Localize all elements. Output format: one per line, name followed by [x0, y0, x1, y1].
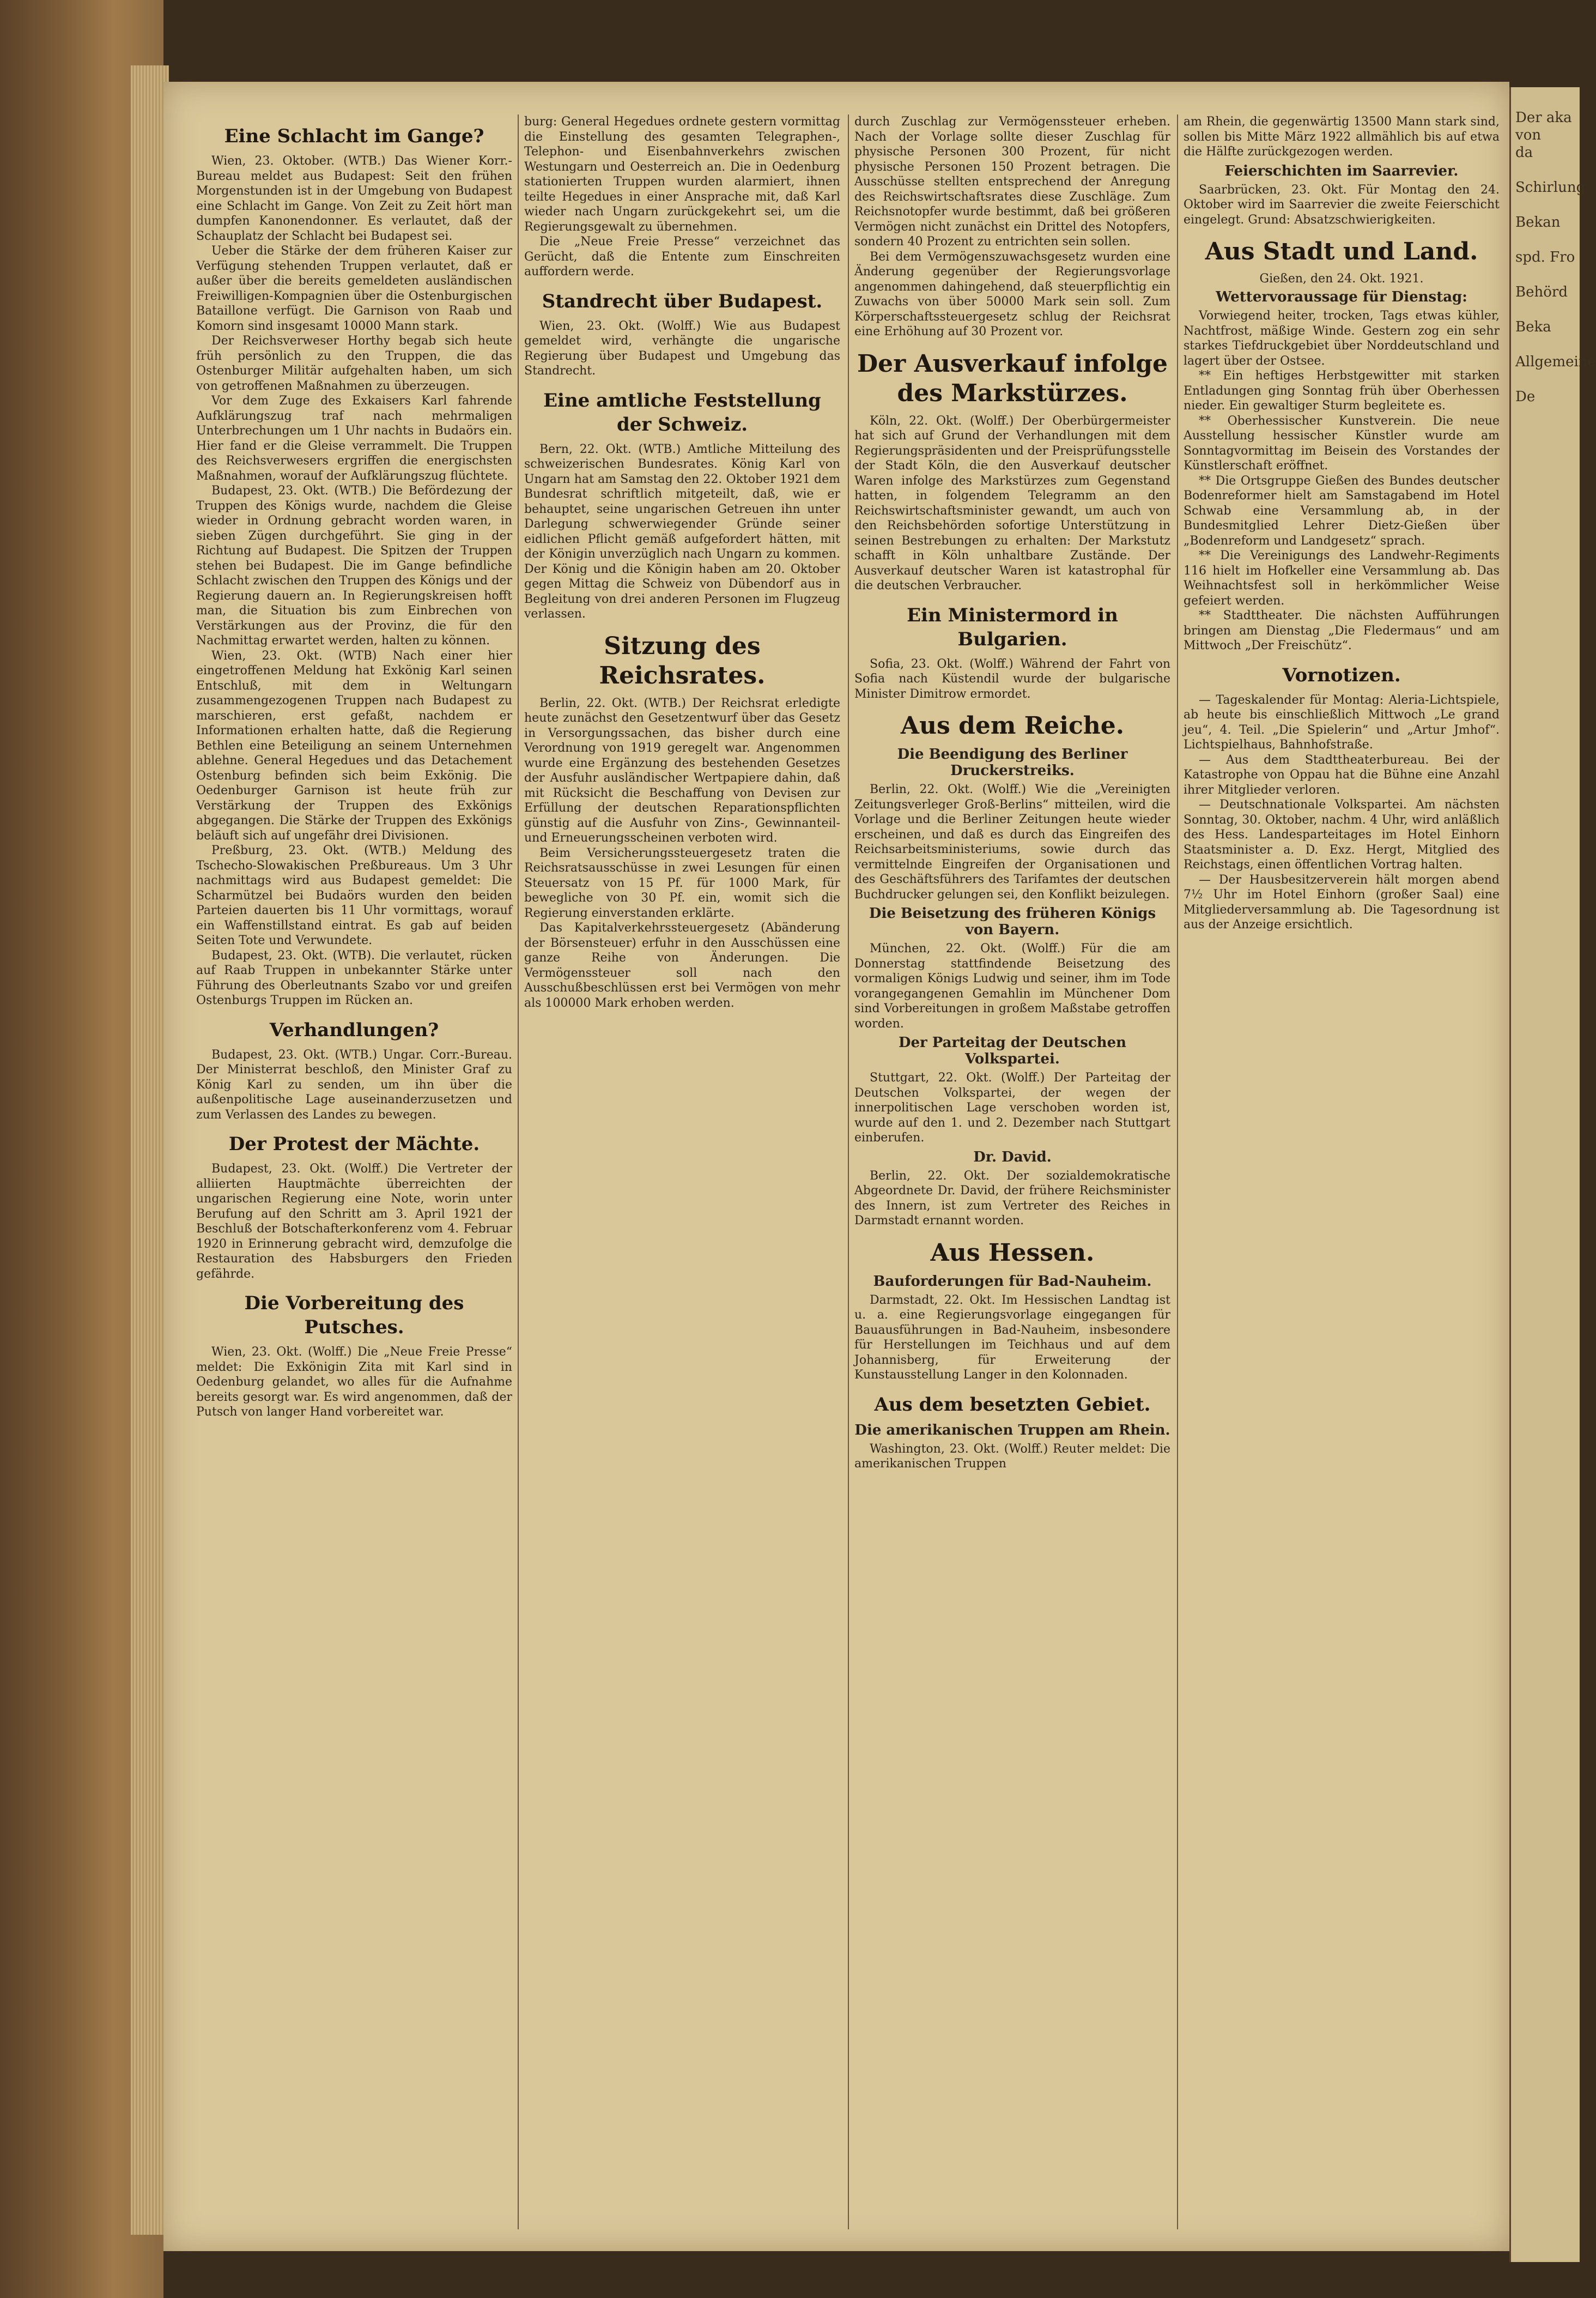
headline-aus-hessen: Aus Hessen.	[930, 1238, 1095, 1267]
article-paragraph: burg: General Hegedues ordnete gestern vormittag die Einstellung des gesamten Telegraphen-, Telephon- und Eisenbahnverkehrs zwischen Westungarn und Oesterreich an. Die in Oedenburg stationierten Truppen wurden alarmiert, ihnen teilte Hegedues in einer Ansprache mit, daß Karl wieder nach Ungarn zurückgekehrt sei, um die Regierungsgewalt zu übernehmen.	[524, 115, 840, 234]
article-paragraph: Ueber die Stärke der dem früheren Kaiser zur Verfügung stehenden Truppen verlautet, daß er außer über die bereits gemeldeten ausländischen Freiwilligen-Kompagnien über die Ostenburgischen Bataillone verfügt. Die Garnison von Raab und Komorn sind insgesamt 10000 Mann stark.	[196, 244, 512, 333]
article-paragraph: Bern, 22. Okt. (WTB.) Amtliche Mitteilung des schweizerischen Bundesrates. König Karl von Ungarn hat am Samstag den 22. Oktober 1921 dem Bundesrat schriftlich mitgeteilt, daß, wie er behauptet, seine ungarischen Getreuen ihn unter Darlegung schwerwiegender Gründe seiner eidlichen Pflicht gemäß aufgefordert hätten, mit der Königin unverzüglich nach Ungarn zu kommen. Der König und die Königin haben am 20. Oktober gegen Mittag die Schweiz von Dübendorf aus in Begleitung von drei anderen Personen im Flugzeug verlassen.	[524, 442, 840, 621]
article-paragraph: Wien, 23. Okt. (Wolff.) Die „Neue Freie Presse“ meldet: Die Exkönigin Zita mit Karl sind in Oedenburg gelandet, wo alles für die Aufnahme bereits gesorgt war. Es wird angenommen, daß der Putsch von langer Hand vorbereitet war.	[196, 1345, 512, 1419]
column-divider	[848, 114, 849, 2229]
article-paragraph: Darmstadt, 22. Okt. Im Hessischen Landtag ist u. a. eine Regierungsvorlage eingegangen für Bauausführungen in Bad-Nauheim, insbesondere für Herstellungen im Teichhaus und auf dem Johannisberg, für Erweiterung der Kunstausstellung Langer in den Kolonnaden.	[854, 1293, 1170, 1382]
newspaper-page	[163, 82, 1509, 2251]
headline-besetzten-gebiet: Aus dem besetzten Gebiet.	[874, 1393, 1151, 1416]
article-paragraph: Budapest, 23. Okt. (WTB.) Ungar. Corr.-Bureau. Der Ministerrat beschloß, den Minister Graf zu König Karl zu senden, um ihn über die außenpolitische Lage auseinanderzusetzen und zum Verlassen des Landes zu bewegen.	[196, 1048, 512, 1122]
column-2	[524, 114, 840, 2240]
headline-aus-dem-reiche: Aus dem Reiche.	[900, 712, 1125, 740]
article-paragraph: ** Die Vereinigungs des Landwehr-Regiments 116 hielt im Hofkeller eine Versammlung ab. Das Weihnachtsfest soll in herkömmlicher Weise gefeiert werden.	[1184, 549, 1500, 608]
article-paragraph: Wien, 23. Oktober. (WTB.) Das Wiener Korr.-Bureau meldet aus Budapest: Seit den frühen Morgenstunden ist in der Umgebung von Budapest eine Schlacht im Gange. Von Zeit zu Zeit hört man dumpfen Kanonendonner. Es verlautet, daß der Schauplatz der Schlacht bei Budapest sei.	[196, 154, 512, 243]
article-paragraph: am Rhein, die gegenwärtig 13500 Mann stark sind, sollen bis Mitte März 1922 allmählich bis auf etwa die Hälfte zurückgezogen werden.	[1184, 115, 1500, 159]
article-paragraph: Washington, 23. Okt. (Wolff.) Reuter meldet: Die amerikanischen Truppen	[854, 1442, 1170, 1471]
headline-ministermord: Ein Ministermord in Bulgarien.	[907, 604, 1118, 650]
article-paragraph: Wien, 23. Okt. (Wolff.) Wie aus Budapest gemeldet wird, verhängte die ungarische Regierung über Budapest und Umgebung das Standrecht.	[524, 319, 840, 378]
headline-schlacht: Eine Schlacht im Gange?	[224, 125, 484, 147]
column-4	[1184, 114, 1500, 2240]
article-paragraph: Das Kapitalverkehrssteuergesetz (Abänderung der Börsensteuer) erfuhr in den Ausschüssen eine ganze Reihe von Änderungen. Die Vermögenssteuer soll nach den Ausschußbeschlüssen erst bei Vermögen von mehr als 100000 Mark erhoben werden.	[524, 921, 840, 1010]
adjacent-page-text: Der aka von da Schirlung Bekan spd. Fro Behörd Beka Allgemeine De	[1515, 110, 1596, 405]
article-paragraph: Bei dem Vermögenszuwachsgesetz wurden eine Änderung gegenüber der Regierungsvorlage angenommen dahingehend, daß steuerpflichtig ein Zuwachs von über 50000 Mark sein soll. Zum Körperschaftssteuergesetz schlug der Reichsrat eine Erhöhung auf 30 Prozent vor.	[854, 250, 1170, 338]
article-paragraph: Vorwiegend heiter, trocken, Tags etwas kühler, Nachtfrost, mäßige Winde. Gestern zog ein sehr starkes Tiefdruckgebiet über Norddeutschland und lagert über der Ostsee.	[1184, 309, 1500, 368]
dateline: Gießen, den 24. Okt. 1921.	[1259, 272, 1424, 286]
article-paragraph: durch Zuschlag zur Vermögenssteuer erheben. Nach der Vorlage sollte dieser Zuschlag für physische Personen 300 Prozent, für nicht physische Personen 150 Prozent betragen. Die Ausschüsse stellten entsprechend der Anregung des Reichswirtschaftsrates diese Zuschläge. Zum Reichsnotopfer wurde bestimmt, daß bei größeren Vermögen nicht zunächst ein Drittel des Notopfers, sondern 40 Prozent zu entrichten sein sollen.	[854, 115, 1170, 249]
article-paragraph: Stuttgart, 22. Okt. (Wolff.) Der Parteitag der Deutschen Volkspartei, der wegen der innerpolitischen Lage verschoben worden ist, wurde auf den 1. und 2. Dezember nach Stuttgart einberufen.	[854, 1071, 1170, 1145]
article-paragraph: ** Oberhessischer Kunstverein. Die neue Ausstellung hessischer Künstler wurde am Sonntagvormittag im Beisein des Vorstandes der Künstlerschaft eröffnet.	[1184, 414, 1500, 473]
article-paragraph: Vor dem Zuge des Exkaisers Karl fahrende Aufklärungszug traf nach mehrmaligen Unterbrechungen um 1 Uhr nachts in Budaörs ein. Hier fand er die Gleise verrammelt. Die Truppen des Reichsverwesers ergriffen die energischsten Maßnahmen, worauf der Aufklärungszug flüchtete.	[196, 394, 512, 483]
article-paragraph: Preßburg, 23. Okt. (WTB.) Meldung des Tschecho-Slowakischen Preßbureaus. Um 3 Uhr nachmittags wird aus Budapest gemeldet: Die Scharmützel bei Budaörs wurden den beiden Parteien dauerten bis 11 Uhr vormittags, worauf ein Waffenstillstand eintrat. Es gab auf beiden Seiten Tote und Verwundete.	[196, 844, 512, 947]
subheadline: Dr. David.	[973, 1148, 1052, 1165]
article-paragraph: — Aus dem Stadttheaterbureau. Bei der Katastrophe von Oppau hat die Bühne eine Anzahl ihrer Mitglieder verloren.	[1184, 753, 1500, 797]
column-divider	[518, 114, 519, 2229]
article-paragraph: ** Stadttheater. Die nächsten Aufführungen bringen am Dienstag „Die Fledermaus“ und am Mittwoch „Der Freischütz“.	[1184, 609, 1500, 652]
subheadline: Bauforderungen für Bad-Nauheim.	[873, 1273, 1152, 1290]
article-paragraph: — Deutschnationale Volkspartei. Am nächsten Sonntag, 30. Oktober, nachm. 4 Uhr, wird anläßlich des Hess. Landesparteitages im Hotel Einhorn Staatsminister a. D. Exz. Hergt, Mitglied des Reichstags, einen öffentlichen Vortrag halten.	[1184, 798, 1500, 872]
headline-putsch: Die Vorbereitung des Putsches.	[244, 1292, 464, 1338]
headline-ausverkauf: Der Ausverkauf infolge des Markstürzes.	[857, 349, 1168, 407]
article-paragraph: Beim Versicherungssteuergesetz traten die Reichsratsausschüsse in zwei Lesungen für einen Steuersatz von 15 Pf. für 1000 Mark, für bewegliche von 30 Pf. ein, womit sich die Regierung einverstanden erklärte.	[524, 846, 840, 920]
subheadline: Wettervoraussage für Dienstag:	[1216, 289, 1467, 305]
article-paragraph: Budapest, 23. Okt. (Wolff.) Die Vertreter der alliierten Hauptmächte überreichten der ungarischen Regierung eine Note, worin unter Berufung auf den Schritt am 3. April 1921 der Beschluß der Botschafterkonferenz vom 4. Februar 1920 in Erinnerung gebracht wird, demzufolge die Restauration des Habsburgers den Frieden gefährde.	[196, 1162, 512, 1281]
headline-stadt-und-land: Aus Stadt und Land.	[1205, 238, 1478, 265]
headline-schweiz: Eine amtliche Feststellung der Schweiz.	[543, 389, 821, 436]
adjacent-page-edge	[1509, 87, 1596, 2262]
column-divider	[1177, 114, 1178, 2229]
headline-reichsrat: Sitzung des Reichsrates.	[599, 632, 766, 690]
subheadline: Feierschichten im Saarrevier.	[1224, 162, 1459, 179]
column-3	[854, 114, 1170, 2240]
subheadline: Die Beisetzung des früheren Königs von Bayern.	[869, 905, 1156, 938]
article-paragraph: Sofia, 23. Okt. (Wolff.) Während der Fahrt von Sofia nach Küstendil wurde der bulgarische Minister Dimitrow ermordet.	[854, 657, 1170, 701]
article-paragraph: Berlin, 22. Okt. (Wolff.) Wie die „Vereinigten Zeitungsverleger Groß-Berlins“ mitteilen, wird die Vorlage und die Berliner Zeitungen heute wieder erscheinen, und daß es durch das Eingreifen des Reichsarbeitsministeriums, sowie durch das vermittelnde Eingreifen der Organisationen und des Geschäftsführers des Tarifamtes der deutschen Buchdrucker gelungen sei, den Konflikt beizulegen.	[854, 783, 1170, 902]
article-paragraph: ** Ein heftiges Herbstgewitter mit starken Entladungen ging Sonntag früh über Oberhessen nieder. Ein gewaltiger Sturm begleitete es.	[1184, 369, 1500, 413]
subheadline: Die amerikanischen Truppen am Rhein.	[854, 1422, 1170, 1438]
article-paragraph: Die „Neue Freie Presse“ verzeichnet das Gerücht, daß die Entente zum Einschreiten auffordern werde.	[524, 235, 840, 279]
headline-verhandlungen: Verhandlungen?	[269, 1019, 439, 1041]
article-paragraph: Berlin, 22. Okt. (WTB.) Der Reichsrat erledigte heute zunächst den Gesetzentwurf über das Gesetz in Versorgungssachen, das bisher durch eine Verordnung von 1919 geregelt war. Angenommen wurde eine Ergänzung des bestehenden Gesetzes der Ausfuhr ausländischer Wertpapiere dahin, daß mit Rücksicht die Beschaffung von Devisen zur Erfüllung der deutschen Reparationspflichten günstig auf die Ausfuhr von Zins-, Gewinnanteil- und Erneuerungsscheinen verboten wird.	[524, 696, 840, 845]
article-paragraph: Saarbrücken, 23. Okt. Für Montag den 24. Oktober wird im Saarrevier die zweite Feierschicht eingelegt. Grund: Absatzschwierigkeiten.	[1184, 183, 1500, 227]
headline-vornotizen: Vornotizen.	[1282, 664, 1401, 686]
article-paragraph: Der Reichsverweser Horthy begab sich heute früh persönlich zu den Truppen, die das Ostenburger Militär aufgehalten haben, um sich von getroffenen Maßnahmen zu überzeugen.	[196, 334, 512, 393]
article-paragraph: — Der Hausbesitzerverein hält morgen abend 7½ Uhr im Hotel Einhorn (großer Saal) eine Mitgliederversammlung ab. Die Tagesordnung ist aus der Anzeige ersichtlich.	[1184, 873, 1500, 932]
article-paragraph: — Tageskalender für Montag: Aleria-Lichtspiele, ab heute bis einschließlich Mittwoch „Le grand jeu“, 4. Teil. „Die Spielerin“ und „Artur Jmhof“. Lichtspielhaus, Bahnhofstraße.	[1184, 693, 1500, 752]
article-paragraph: Budapest, 23. Okt. (WTB). Die verlautet, rücken auf Raab Truppen in unbekannter Stärke unter Führung des Oberleutnants Szabo vor und greifen Ostenburgs Truppen im Rücken an.	[196, 948, 512, 1007]
subheadline: Die Beendigung des Berliner Druckerstreiks.	[897, 746, 1128, 779]
article-paragraph: München, 22. Okt. (Wolff.) Für die am Donnerstag stattfindende Beisetzung des vormaligen Königs Ludwig und seiner, ihm im Tode vorangegangenen Gemahlin im Münchener Dom sind Vorbereitungen in großem Maßstabe getroffen worden.	[854, 942, 1170, 1031]
article-paragraph: Budapest, 23. Okt. (WTB.) Die Befördezung der Truppen des Königs wurde, nachdem die Gleise wieder in Ordnung gebracht worden waren, in sieben Zügen durchgeführt. Sie ging in der Richtung auf Budapest. Die Spitzen der Truppen stehen bei Budapest. Die im Gange befindliche Schlacht zwischen den Truppen des Königs und der Regierung dauern an. In Regierungskreisen hofft man, die Situation bis zum Einbrechen von Verstärkungen aus der Provinz, die für den Nachmittag erwartet werden, halten zu können.	[196, 484, 512, 648]
article-paragraph: Köln, 22. Okt. (Wolff.) Der Oberbürgermeister hat sich auf Grund der Verhandlungen mit dem Regierungspräsidenten und der Preisprüfungsstelle der Stadt Köln, die den Ausverkauf deutscher Waren infolge des Markstürzes zum Gegenstand hatten, in folgendem Telegramm an den Reichswirtschaftsminister gewandt, um auch von den Reichsbehörden sofortige Unterstützung in seinen Bestrebungen zu erhalten: Der Markstutz schafft in Köln unhaltbare Zustände. Der Ausverkauf deutscher Waren ist katastrophal für die deutschen Verbraucher.	[854, 414, 1170, 592]
headline-standrecht: Standrecht über Budapest.	[542, 290, 823, 312]
column-1	[196, 114, 512, 2240]
subheadline: Der Parteitag der Deutschen Volkspartei.	[898, 1035, 1127, 1067]
article-paragraph: Wien, 23. Okt. (WTB) Nach einer hier eingetroffenen Meldung hat Exkönig Karl seinen Entschluß, mit dem in Weltungarn zusammengezogenen Truppen nach Budapest zu marschieren, erst gefaßt, nachdem er Informationen erhalten hatte, daß die Regierung Bethlen eine Beteiligung an seinem Unternehmen ablehne. General Hegedues und das Detachement Ostenburg befinden sich beim Exkönig. Die Oedenburger Garnison ist heute früh zur Verstärkung der Truppen des Exkönigs abgegangen. Die Stärke der Truppen des Exkönigs beläuft sich auf ungefähr drei Divisionen.	[196, 649, 512, 843]
headline-protest: Der Protest der Mächte.	[228, 1133, 480, 1155]
article-paragraph: Berlin, 22. Okt. Der sozialdemokratische Abgeordnete Dr. David, der frühere Reichsminister des Innern, ist zum Vertreter des Reiches in Darmstadt ernannt worden.	[854, 1169, 1170, 1227]
article-paragraph: ** Die Ortsgruppe Gießen des Bundes deutscher Bodenreformer hielt am Samstagabend im Hotel Schwab eine Versammlung ab, in der Bundesmitglied Lehrer Dietz-Gießen über „Bodenreform und Landgesetz“ sprach.	[1184, 474, 1500, 548]
